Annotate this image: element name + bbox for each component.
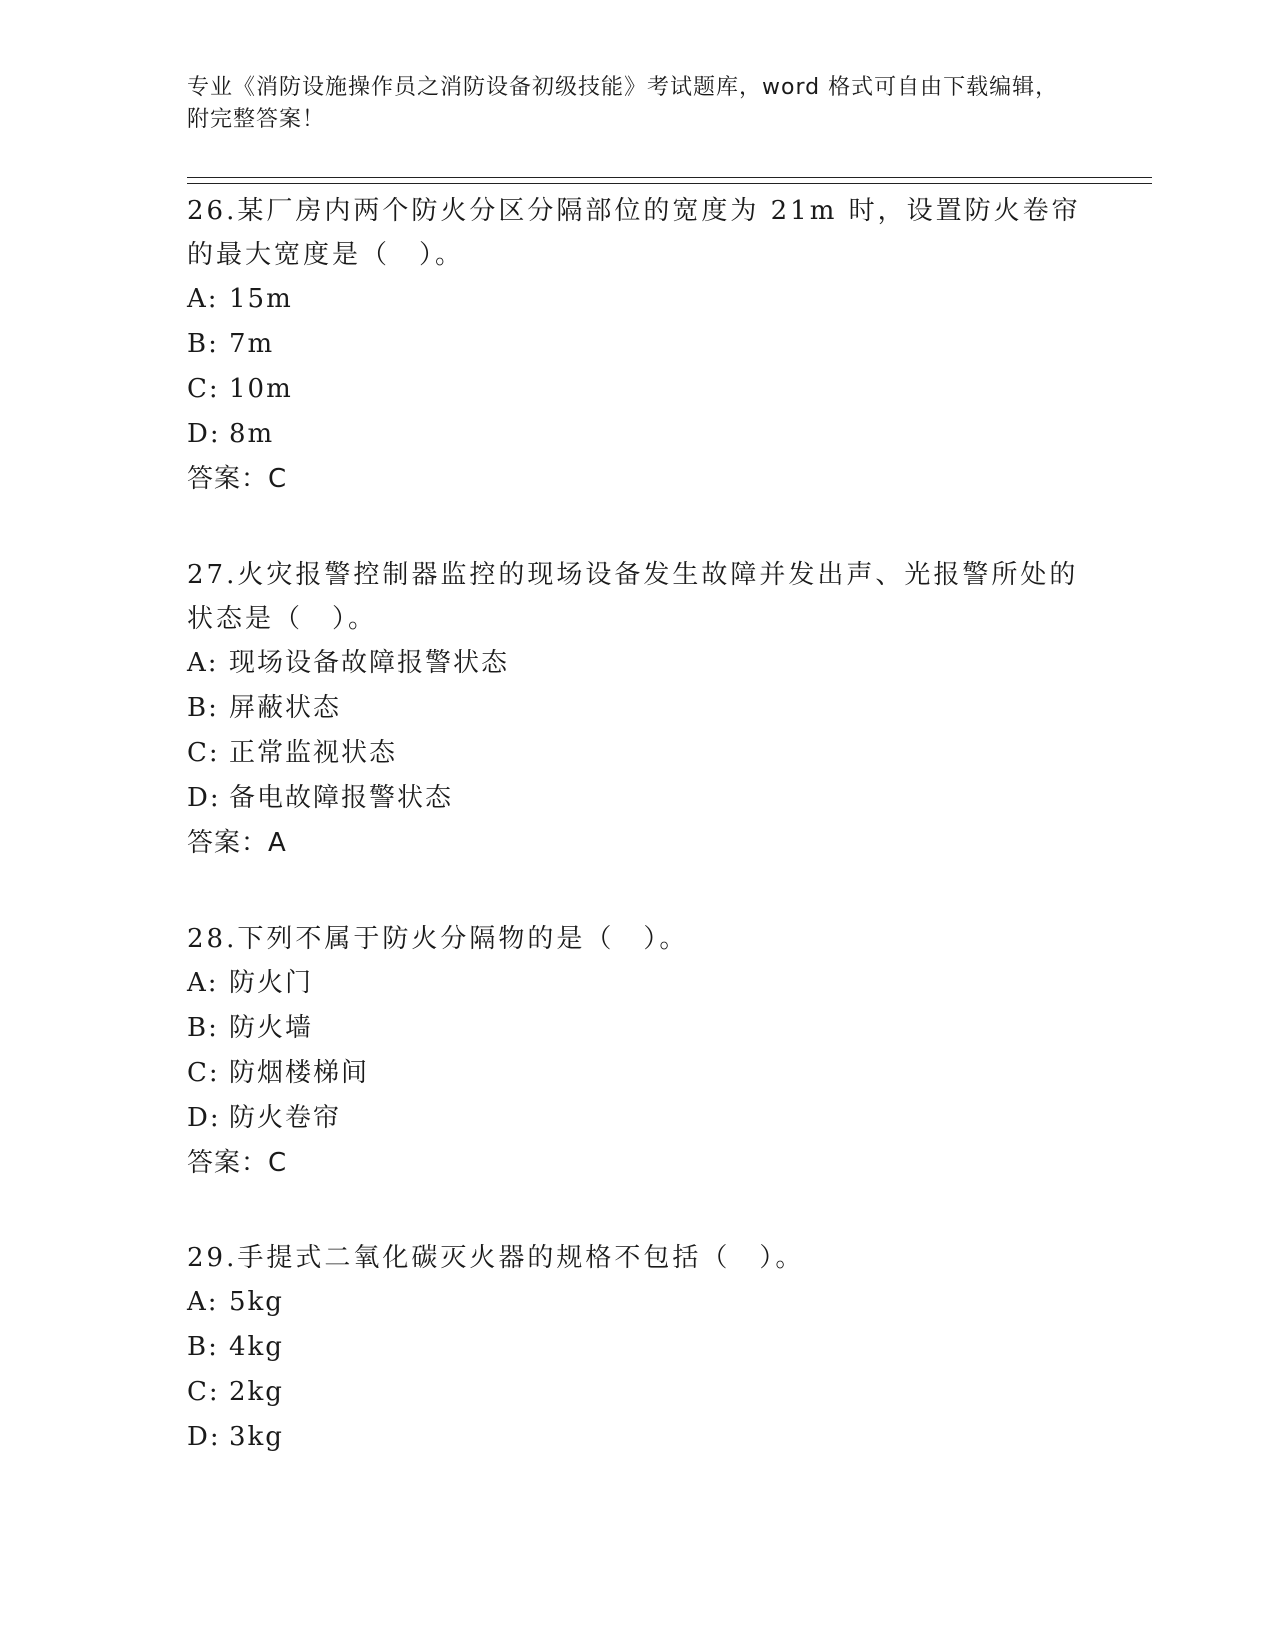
option-c <box>187 1370 1087 1415</box>
option-letter: B: <box>187 1332 219 1362</box>
option-d <box>187 1415 1087 1460</box>
option-d <box>187 412 1087 457</box>
option-text: 10m <box>229 374 293 404</box>
answer-text: 答案：A <box>187 828 287 858</box>
option-c <box>187 367 1087 412</box>
option-b <box>187 322 1087 367</box>
option-b <box>187 1325 1087 1370</box>
document-header: 专业《消防设施操作员之消防设备初级技能》考试题库，word 格式可自由下载编辑，附完整答案！ <box>187 75 1059 132</box>
option-text: 备电故障报警状态 <box>229 783 454 813</box>
option-letter: A: <box>187 648 219 678</box>
option-letter: D: <box>187 419 221 449</box>
option-text: 4kg <box>229 1332 284 1362</box>
option-letter: D: <box>187 1103 221 1133</box>
option-c <box>187 1051 1087 1096</box>
option-letter: B: <box>187 329 219 359</box>
option-text: 2kg <box>229 1377 284 1407</box>
option-letter: A: <box>187 1287 219 1317</box>
option-text: 防火门 <box>229 968 314 998</box>
option-a <box>187 277 1087 322</box>
option-letter: C: <box>187 738 220 768</box>
option-text: 现场设备故障报警状态 <box>229 648 510 678</box>
option-text: 15m <box>229 284 293 314</box>
option-text: 5kg <box>229 1287 284 1317</box>
header-divider-bottom <box>187 183 1152 184</box>
option-text: 防火卷帘 <box>229 1103 342 1133</box>
option-text: 3kg <box>229 1422 284 1452</box>
question-text: 28.下列不属于防火分隔物的是（ ）。 <box>187 924 689 954</box>
option-text: 7m <box>229 329 275 359</box>
question-28 <box>187 917 1087 1185</box>
answer-text: 答案：C <box>187 1148 288 1178</box>
option-text: 防烟楼梯间 <box>229 1058 370 1088</box>
option-b <box>187 686 1087 731</box>
option-letter: A: <box>187 968 219 998</box>
question-text: 29.手提式二氧化碳灭火器的规格不包括（ ）。 <box>187 1243 805 1273</box>
question-26 <box>187 189 1087 501</box>
answer-text: 答案：C <box>187 464 288 494</box>
header-divider-top <box>187 177 1152 178</box>
option-a <box>187 961 1087 1006</box>
option-letter: B: <box>187 1013 219 1043</box>
option-b <box>187 1006 1087 1051</box>
option-letter: D: <box>187 1422 221 1452</box>
option-c <box>187 731 1087 776</box>
option-text: 防火墙 <box>229 1013 314 1043</box>
question-text: 27.火灾报警控制器监控的现场设备发生故障并发出声、光报警所处的状态是（ ）。 <box>187 560 1079 634</box>
option-letter: B: <box>187 693 219 723</box>
option-text: 正常监视状态 <box>229 738 398 768</box>
option-letter: C: <box>187 374 220 404</box>
option-text: 屏蔽状态 <box>229 693 342 723</box>
question-text: 26.某厂房内两个防火分区分隔部位的宽度为 21m 时，设置防火卷帘的最大宽度是（ ）。 <box>187 196 1081 270</box>
option-letter: D: <box>187 783 221 813</box>
option-a <box>187 641 1087 686</box>
question-27 <box>187 553 1087 865</box>
option-letter: C: <box>187 1058 220 1088</box>
option-letter: C: <box>187 1377 220 1407</box>
option-a <box>187 1280 1087 1325</box>
option-d <box>187 1096 1087 1141</box>
option-letter: A: <box>187 284 219 314</box>
option-text: 8m <box>229 419 275 449</box>
option-d <box>187 776 1087 821</box>
question-29 <box>187 1236 1087 1460</box>
